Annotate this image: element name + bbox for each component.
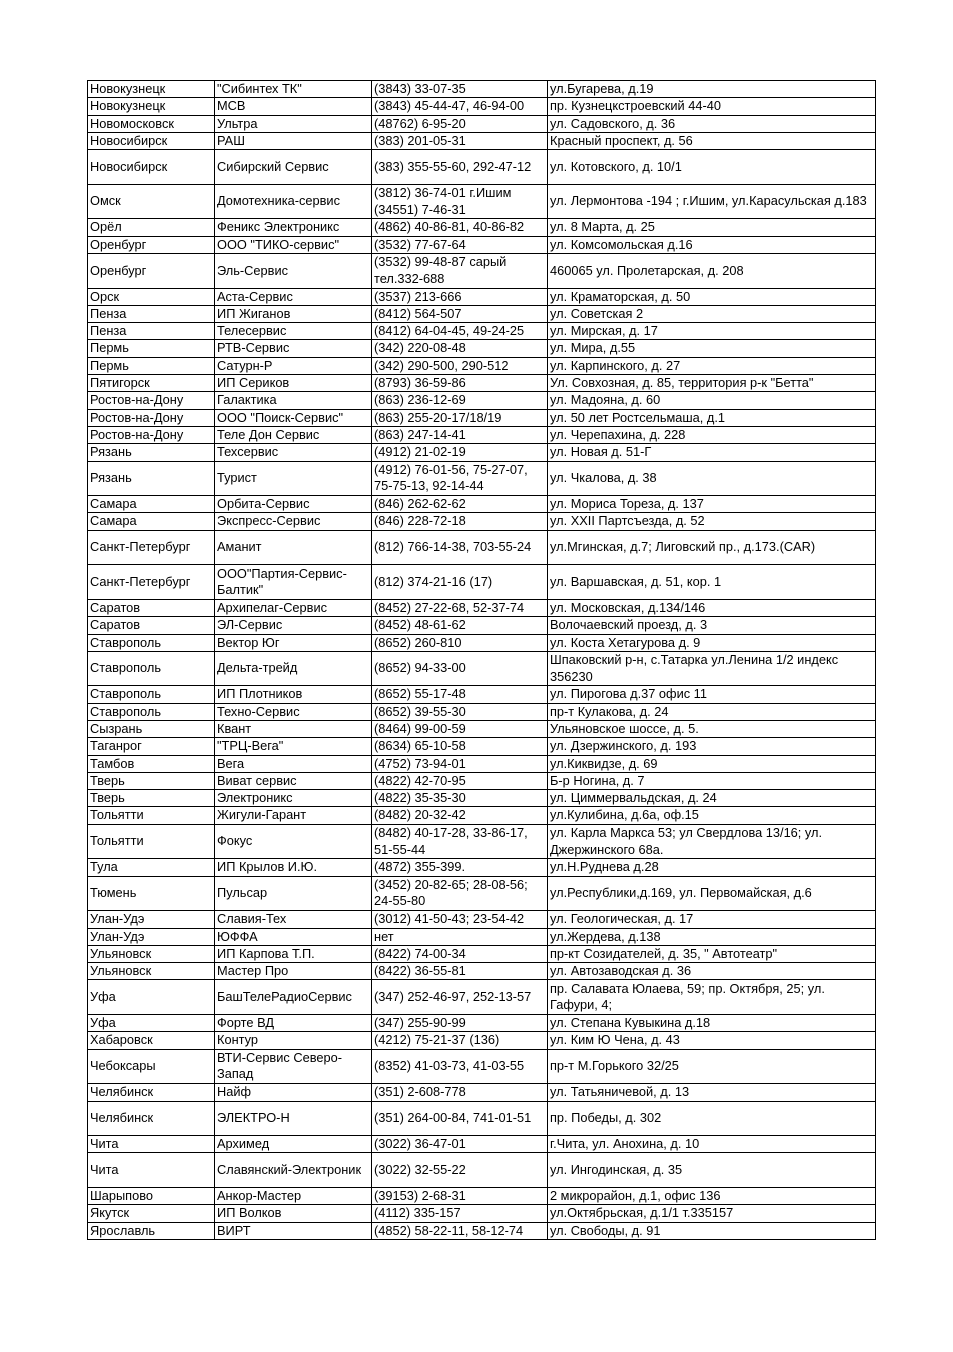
address-cell: ул. Мирская, д. 17 [548, 323, 876, 340]
phone-cell: (4752) 73-94-01 [372, 755, 548, 772]
service-centers-table [87, 80, 876, 1240]
city-cell: Орск [88, 288, 215, 305]
address-cell: ул. Комсомольская д.16 [548, 236, 876, 253]
company-cell: Техно-Сервис [215, 703, 372, 720]
city-cell: Новосибирск [88, 132, 215, 149]
table-row [88, 1205, 876, 1222]
table-row [88, 1101, 876, 1136]
address-cell: ул. 50 лет Ростсельмаша, д.1 [548, 409, 876, 426]
address-cell: пр-т М.Горького 32/25 [548, 1049, 876, 1084]
phone-cell: (3022) 36-47-01 [372, 1136, 548, 1153]
address-cell: ул. Карла Маркса 53; ул Свердлова 13/16; ул. Джержинского 68а. [548, 824, 876, 859]
phone-cell: (8464) 99-00-59 [372, 720, 548, 737]
phone-cell: (8452) 27-22-68, 52-37-74 [372, 599, 548, 616]
company-cell: Феникс Электроникс [215, 219, 372, 236]
city-cell: Хабаровск [88, 1032, 215, 1049]
city-cell: Пятигорск [88, 375, 215, 392]
city-cell: Пенза [88, 305, 215, 322]
table-row [88, 98, 876, 115]
company-cell: Архипелаг-Сервис [215, 599, 372, 616]
company-cell: Славянский-Электроник [215, 1153, 372, 1188]
address-cell: ул. Коста Хетагурова д. 9 [548, 634, 876, 651]
address-cell: ул.Н.Руднева д.28 [548, 859, 876, 876]
city-cell: Ярославль [88, 1222, 215, 1239]
phone-cell: (4912) 76-01-56, 75-27-07, 75-75-13, 92-14-44 [372, 461, 548, 496]
city-cell: Саратов [88, 599, 215, 616]
table-row [88, 755, 876, 772]
city-cell: Ставрополь [88, 651, 215, 686]
city-cell: Ростов-на-Дону [88, 409, 215, 426]
company-cell: ИП Жиганов [215, 305, 372, 322]
address-cell: Ульяновское шоссе, д. 5. [548, 720, 876, 737]
company-cell: РАШ [215, 132, 372, 149]
phone-cell: (863) 247-14-41 [372, 426, 548, 443]
table-row [88, 1222, 876, 1239]
city-cell: Орёл [88, 219, 215, 236]
address-cell: Красный проспект, д. 56 [548, 132, 876, 149]
table-row [88, 288, 876, 305]
table-row [88, 911, 876, 928]
company-cell: ВТИ-Сервис Северо-Запад [215, 1049, 372, 1084]
phone-cell: (3452) 20-82-65; 28-08-56; 24-55-80 [372, 876, 548, 911]
company-cell: Славия-Тех [215, 911, 372, 928]
phone-cell: (812) 766-14-38, 703-55-24 [372, 530, 548, 565]
table-row [88, 1049, 876, 1084]
address-cell: ул. Мориса Тореза, д. 137 [548, 496, 876, 513]
city-cell: Улан-Удэ [88, 911, 215, 928]
phone-cell: (812) 374-21-16 (17) [372, 565, 548, 600]
company-cell: ООО "ТИКО-сервис" [215, 236, 372, 253]
city-cell: Тула [88, 859, 215, 876]
table-row [88, 1015, 876, 1032]
table-row [88, 323, 876, 340]
table-row [88, 426, 876, 443]
company-cell: Анкор-Мастер [215, 1188, 372, 1205]
address-cell: 2 микрорайон, д.1, офис 136 [548, 1188, 876, 1205]
company-cell: Сатурн-Р [215, 357, 372, 374]
table-row [88, 444, 876, 461]
city-cell: Челябинск [88, 1101, 215, 1136]
address-cell: ул.Кулибина, д.6а, оф.15 [548, 807, 876, 824]
table-row [88, 720, 876, 737]
table-row [88, 599, 876, 616]
company-cell: Вега [215, 755, 372, 772]
company-cell: Техсервис [215, 444, 372, 461]
table-row [88, 115, 876, 132]
company-cell: Орбита-Сервис [215, 496, 372, 513]
phone-cell: (39153) 2-68-31 [372, 1188, 548, 1205]
company-cell: Дельта-трейд [215, 651, 372, 686]
company-cell: ООО"Партия-Сервис-Балтик" [215, 565, 372, 600]
city-cell: Тверь [88, 790, 215, 807]
table-row [88, 409, 876, 426]
city-cell: Новосибирск [88, 150, 215, 185]
table-row [88, 132, 876, 149]
table-row [88, 617, 876, 634]
company-cell: Ультра [215, 115, 372, 132]
address-cell: ул.Киквидзе, д. 69 [548, 755, 876, 772]
address-cell: 460065 ул. Пролетарская, д. 208 [548, 253, 876, 288]
phone-cell: (3843) 33-07-35 [372, 81, 548, 98]
city-cell: Ставрополь [88, 634, 215, 651]
table-row [88, 963, 876, 980]
phone-cell: (3812) 36-74-01 г.Ишим (34551) 7-46-31 [372, 184, 548, 219]
city-cell: Чита [88, 1136, 215, 1153]
company-cell: Аста-Сервис [215, 288, 372, 305]
phone-cell: (8652) 55-17-48 [372, 686, 548, 703]
table-row [88, 790, 876, 807]
company-cell: МСВ [215, 98, 372, 115]
company-cell: Экспресс-Сервис [215, 513, 372, 530]
address-cell: пр. Победы, д. 302 [548, 1101, 876, 1136]
phone-cell: (347) 252-46-97, 252-13-57 [372, 980, 548, 1015]
phone-cell: (4852) 58-22-11, 58-12-74 [372, 1222, 548, 1239]
company-cell: Теле Дон Сервис [215, 426, 372, 443]
company-cell: РТВ-Сервис [215, 340, 372, 357]
address-cell: ул. Мира, д.55 [548, 340, 876, 357]
table-row [88, 980, 876, 1015]
company-cell: БашТелеРадиоСервис [215, 980, 372, 1015]
phone-cell: (48762) 6-95-20 [372, 115, 548, 132]
table-row [88, 1084, 876, 1101]
address-cell: пр. Салавата Юлаева, 59; пр. Октября, 25; ул. Гафури, 4; [548, 980, 876, 1015]
city-cell: Новокузнецк [88, 81, 215, 98]
table-row [88, 1153, 876, 1188]
city-cell: Улан-Удэ [88, 928, 215, 945]
table-row [88, 772, 876, 789]
city-cell: Пенза [88, 323, 215, 340]
address-cell: ул. Свободы, д. 91 [548, 1222, 876, 1239]
city-cell: Сызрань [88, 720, 215, 737]
address-cell: ул. Мадояна, д. 60 [548, 392, 876, 409]
table-row [88, 461, 876, 496]
address-cell: пр-кт Созидателей, д. 35, " Автотеатр" [548, 945, 876, 962]
company-cell: Архимед [215, 1136, 372, 1153]
company-cell: ИП Карпова Т.П. [215, 945, 372, 962]
table-row [88, 651, 876, 686]
phone-cell: (3532) 99-48-87 сарый тел.332-688 [372, 253, 548, 288]
phone-cell: (8634) 65-10-58 [372, 738, 548, 755]
city-cell: Саратов [88, 617, 215, 634]
city-cell: Тольятти [88, 824, 215, 859]
company-cell: Пульсар [215, 876, 372, 911]
table-row [88, 824, 876, 859]
company-cell: Галактика [215, 392, 372, 409]
city-cell: Уфа [88, 980, 215, 1015]
table-row [88, 392, 876, 409]
city-cell: Пермь [88, 340, 215, 357]
company-cell: ИП Волков [215, 1205, 372, 1222]
city-cell: Тольятти [88, 807, 215, 824]
table-row [88, 703, 876, 720]
table-row [88, 634, 876, 651]
address-cell: ул. XXII Партсъезда, д. 52 [548, 513, 876, 530]
address-cell: ул. Циммервальдская, д. 24 [548, 790, 876, 807]
company-cell: Вектор Юг [215, 634, 372, 651]
table-row [88, 1136, 876, 1153]
city-cell: Новомосковск [88, 115, 215, 132]
phone-cell: (8452) 48-61-62 [372, 617, 548, 634]
phone-cell: (8422) 74-00-34 [372, 945, 548, 962]
address-cell: пр. Кузнецкстроевский 44-40 [548, 98, 876, 115]
city-cell: Санкт-Петербург [88, 530, 215, 565]
address-cell: Волочаевский проезд, д. 3 [548, 617, 876, 634]
phone-cell: (863) 236-12-69 [372, 392, 548, 409]
address-cell: г.Чита, ул. Анохина, д. 10 [548, 1136, 876, 1153]
city-cell: Шарыпово [88, 1188, 215, 1205]
city-cell: Омск [88, 184, 215, 219]
phone-cell: (8352) 41-03-73, 41-03-55 [372, 1049, 548, 1084]
phone-cell: (4862) 40-86-81, 40-86-82 [372, 219, 548, 236]
company-cell: "Сибинтех ТК" [215, 81, 372, 98]
company-cell: Жигули-Гарант [215, 807, 372, 824]
address-cell: ул. Котовского, д. 10/1 [548, 150, 876, 185]
phone-cell: (8652) 94-33-00 [372, 651, 548, 686]
address-cell: ул.Октябрьская, д.1/1 т.335157 [548, 1205, 876, 1222]
company-cell: Электроникс [215, 790, 372, 807]
address-cell: ул. Дзержинского, д. 193 [548, 738, 876, 755]
city-cell: Ставрополь [88, 703, 215, 720]
address-cell: ул. Новая д. 51-Г [548, 444, 876, 461]
table-row [88, 375, 876, 392]
address-cell: ул.Бугарева, д.19 [548, 81, 876, 98]
city-cell: Ростов-на-Дону [88, 426, 215, 443]
city-cell: Санкт-Петербург [88, 565, 215, 600]
city-cell: Оренбург [88, 236, 215, 253]
phone-cell: (8793) 36-59-86 [372, 375, 548, 392]
city-cell: Самара [88, 496, 215, 513]
address-cell: ул. Черепахина, д. 228 [548, 426, 876, 443]
city-cell: Чебоксары [88, 1049, 215, 1084]
table-row [88, 565, 876, 600]
table-row [88, 686, 876, 703]
table-row [88, 738, 876, 755]
table-row [88, 945, 876, 962]
phone-cell: (846) 262-62-62 [372, 496, 548, 513]
company-cell: Фокус [215, 824, 372, 859]
company-cell: ВИРТ [215, 1222, 372, 1239]
city-cell: Якутск [88, 1205, 215, 1222]
table-row [88, 530, 876, 565]
table-row [88, 357, 876, 374]
address-cell: ул. Степана Кувыкина д.18 [548, 1015, 876, 1032]
city-cell: Новокузнецк [88, 98, 215, 115]
phone-cell: (4822) 35-35-30 [372, 790, 548, 807]
city-cell: Тамбов [88, 755, 215, 772]
city-cell: Челябинск [88, 1084, 215, 1101]
phone-cell: (8652) 260-810 [372, 634, 548, 651]
table-row [88, 150, 876, 185]
phone-cell: (4112) 335-157 [372, 1205, 548, 1222]
table-row [88, 807, 876, 824]
phone-cell: (4872) 355-399. [372, 859, 548, 876]
city-cell: Тверь [88, 772, 215, 789]
address-cell: ул. Садовского, д. 36 [548, 115, 876, 132]
company-cell: Контур [215, 1032, 372, 1049]
table-row [88, 236, 876, 253]
table-row [88, 928, 876, 945]
company-cell: Домотехника-сервис [215, 184, 372, 219]
phone-cell: (8422) 36-55-81 [372, 963, 548, 980]
company-cell: ИП Сериков [215, 375, 372, 392]
phone-cell: (3532) 77-67-64 [372, 236, 548, 253]
company-cell: ЭЛ-Сервис [215, 617, 372, 634]
phone-cell: (3012) 41-50-43; 23-54-42 [372, 911, 548, 928]
city-cell: Ульяновск [88, 963, 215, 980]
address-cell: ул. Пирогова д.37 офис 11 [548, 686, 876, 703]
table-row [88, 81, 876, 98]
address-cell: ул. Татьяничевой, д. 13 [548, 1084, 876, 1101]
table-row [88, 496, 876, 513]
phone-cell: (383) 201-05-31 [372, 132, 548, 149]
phone-cell: (8412) 564-507 [372, 305, 548, 322]
address-cell: ул. Варшавская, д. 51, кор. 1 [548, 565, 876, 600]
city-cell: Чита [88, 1153, 215, 1188]
table-row [88, 305, 876, 322]
company-cell: Мастер Про [215, 963, 372, 980]
table-body [88, 81, 876, 1240]
company-cell: ООО "Поиск-Сервис" [215, 409, 372, 426]
address-cell: пр-т Кулакова, д. 24 [548, 703, 876, 720]
address-cell: Ул. Совхозная, д. 85, территория р-к "Бетта" [548, 375, 876, 392]
phone-cell: (347) 255-90-99 [372, 1015, 548, 1032]
phone-cell: (3537) 213-666 [372, 288, 548, 305]
address-cell: Б-р Ногина, д. 7 [548, 772, 876, 789]
phone-cell: (3843) 45-44-47, 46-94-00 [372, 98, 548, 115]
table-row [88, 340, 876, 357]
company-cell: ИП Плотников [215, 686, 372, 703]
phone-cell: (846) 228-72-18 [372, 513, 548, 530]
table-row [88, 859, 876, 876]
address-cell: ул. Геологическая, д. 17 [548, 911, 876, 928]
table-row [88, 184, 876, 219]
address-cell: ул.Мгинская, д.7; Лиговский пр., д.173.(CAR) [548, 530, 876, 565]
company-cell: ЭЛЕКТРО-Н [215, 1101, 372, 1136]
address-cell: ул. Ингодинская, д. 35 [548, 1153, 876, 1188]
company-cell: Виват сервис [215, 772, 372, 789]
company-cell: Квант [215, 720, 372, 737]
phone-cell: нет [372, 928, 548, 945]
city-cell: Ульяновск [88, 945, 215, 962]
table-row [88, 876, 876, 911]
company-cell: Найф [215, 1084, 372, 1101]
phone-cell: (4912) 21-02-19 [372, 444, 548, 461]
phone-cell: (3022) 32-55-22 [372, 1153, 548, 1188]
phone-cell: (4212) 75-21-37 (136) [372, 1032, 548, 1049]
company-cell: ИП Крылов И.Ю. [215, 859, 372, 876]
table-row [88, 1032, 876, 1049]
phone-cell: (342) 220-08-48 [372, 340, 548, 357]
city-cell: Пермь [88, 357, 215, 374]
table-row [88, 1188, 876, 1205]
city-cell: Ставрополь [88, 686, 215, 703]
phone-cell: (383) 355-55-60, 292-47-12 [372, 150, 548, 185]
address-cell: ул. Чкалова, д. 38 [548, 461, 876, 496]
address-cell: ул. Краматорская, д. 50 [548, 288, 876, 305]
company-cell: Турист [215, 461, 372, 496]
phone-cell: (351) 2-608-778 [372, 1084, 548, 1101]
city-cell: Таганрог [88, 738, 215, 755]
address-cell: ул. 8 Марта, д. 25 [548, 219, 876, 236]
table-row [88, 219, 876, 236]
city-cell: Уфа [88, 1015, 215, 1032]
table-row [88, 253, 876, 288]
city-cell: Рязань [88, 444, 215, 461]
address-cell: ул. Автозаводская д. 36 [548, 963, 876, 980]
address-cell: ул. Ким Ю Чена, д. 43 [548, 1032, 876, 1049]
company-cell: "ТРЦ-Вега" [215, 738, 372, 755]
company-cell: Сибирский Сервис [215, 150, 372, 185]
city-cell: Рязань [88, 461, 215, 496]
city-cell: Ростов-на-Дону [88, 392, 215, 409]
phone-cell: (4822) 42-70-95 [372, 772, 548, 789]
phone-cell: (8482) 20-32-42 [372, 807, 548, 824]
address-cell: ул. Лермонтова -194 ; г.Ишим, ул.Карасульская д.183 [548, 184, 876, 219]
company-cell: Телесервис [215, 323, 372, 340]
table-row [88, 513, 876, 530]
address-cell: ул. Московская, д.134/146 [548, 599, 876, 616]
company-cell: Форте ВД [215, 1015, 372, 1032]
city-cell: Оренбург [88, 253, 215, 288]
phone-cell: (351) 264-00-84, 741-01-51 [372, 1101, 548, 1136]
phone-cell: (8482) 40-17-28, 33-86-17, 51-55-44 [372, 824, 548, 859]
address-cell: ул.Жердева, д.138 [548, 928, 876, 945]
phone-cell: (342) 290-500, 290-512 [372, 357, 548, 374]
address-cell: ул. Советская 2 [548, 305, 876, 322]
company-cell: ЮФФА [215, 928, 372, 945]
company-cell: Аманит [215, 530, 372, 565]
city-cell: Тюмень [88, 876, 215, 911]
phone-cell: (8652) 39-55-30 [372, 703, 548, 720]
phone-cell: (8412) 64-04-45, 49-24-25 [372, 323, 548, 340]
company-cell: Эль-Сервис [215, 253, 372, 288]
city-cell: Самара [88, 513, 215, 530]
address-cell: Шпаковский р-н, с.Татарка ул.Ленина 1/2 индекс 356230 [548, 651, 876, 686]
address-cell: ул. Карпинского, д. 27 [548, 357, 876, 374]
phone-cell: (863) 255-20-17/18/19 [372, 409, 548, 426]
address-cell: ул.Республики,д.169, ул. Первомайская, д.6 [548, 876, 876, 911]
